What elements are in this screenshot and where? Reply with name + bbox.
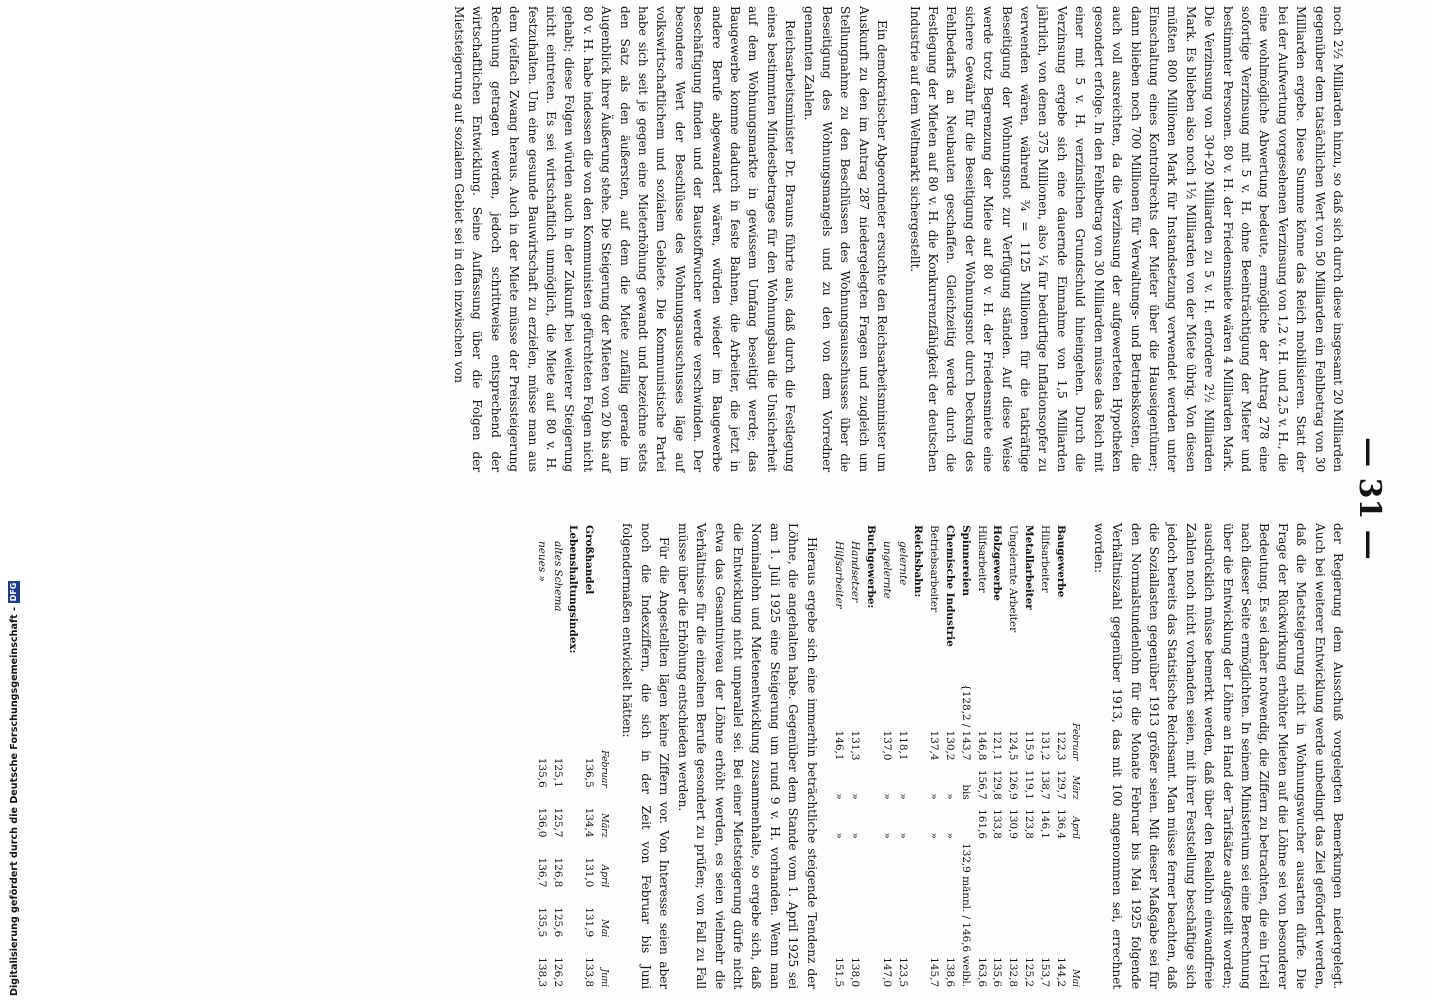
right-paragraph-2: Für die Angestellten lägen keine Ziffern vor. Von Interesse seien aber noch die Indexziffern, die sich in der Zeit von Februar bis Juni folgendermaßen entwickelt hätten:: [620, 523, 672, 989]
wage-value-cell: 132,9 männl. / 146,6 weibl.: [959, 842, 972, 987]
wage-value-cell: 146,1: [833, 730, 846, 761]
wage-row-label: Handsetzer: [849, 541, 862, 603]
wage-table-row: [878, 523, 894, 989]
price-index-table: [533, 523, 612, 989]
index-value-cell: 125,6: [551, 907, 564, 938]
wage-row-label: Betriebsarbeiter: [928, 525, 941, 613]
index-value-cell: 133,8: [583, 957, 596, 987]
index-row-label: altes Schema: [551, 541, 564, 612]
wage-value-cell: 130,2: [943, 730, 956, 761]
wage-value-cell: »: [896, 832, 909, 839]
wage-value-cell: 136,4: [1054, 809, 1067, 839]
wage-header-blank: [1068, 523, 1084, 682]
wage-table-row: [894, 523, 910, 989]
wage-value-cell: 129,8: [991, 769, 1004, 800]
wage-table-row: [925, 523, 941, 989]
page-number: — 31 —: [1352, 437, 1387, 560]
wage-value-cell: 118,1: [896, 730, 909, 761]
wage-row-label: Buchgewerbe:: [864, 525, 877, 609]
wage-value-cell: 137,4: [928, 730, 941, 761]
index-value-cell: [565, 790, 581, 840]
wage-table-row: [973, 523, 989, 989]
wage-value-cell: 121,1: [991, 730, 1004, 761]
wage-header-row: [1068, 523, 1084, 989]
index-row-label: Lebenshaltungsindex:: [567, 525, 580, 654]
wage-row-label: Hilfsarbeiter: [1038, 525, 1051, 593]
wage-value-cell: »: [849, 793, 862, 800]
wage-value-cell: »: [943, 793, 956, 800]
wage-value-cell: bis: [959, 784, 972, 800]
wage-value-cell: 122,3: [1054, 730, 1067, 761]
wage-row-label: Ungelernte Arbeiter: [1007, 525, 1020, 633]
wage-value-cell: [957, 802, 973, 841]
wage-value-cell: 123,5: [896, 957, 909, 987]
wage-value-cell: 126,9: [1007, 769, 1020, 800]
left-column: [217, 6, 1347, 472]
wage-value-cell: 135,6: [991, 957, 1004, 987]
index-month-header: März: [599, 813, 611, 838]
index-value-cell: 131,0: [583, 857, 596, 888]
index-value-cell: [565, 939, 581, 989]
wage-row-label: gelernte: [896, 541, 909, 586]
index-value-cell: 131,9: [583, 907, 596, 938]
wage-value-cell: 130,9: [1007, 809, 1020, 839]
wage-table-row: [846, 523, 862, 989]
index-value-cell: 136,0: [535, 807, 548, 838]
index-value-cell: 125,7: [551, 807, 564, 838]
wage-value-cell: »: [928, 793, 941, 800]
wage-row-label: ungelernte: [880, 541, 893, 599]
wage-value-cell: [862, 802, 878, 841]
index-value-cell: 136,5: [583, 757, 596, 788]
index-row-label: Großhandel: [583, 525, 596, 595]
wage-value-cell: 133,8: [991, 809, 1004, 839]
wage-index-table: [831, 523, 1084, 989]
digitization-credit: [8, 581, 20, 996]
index-month-header: Mai: [599, 919, 611, 938]
wage-value-cell: 123,8: [1022, 809, 1035, 839]
index-table-row: [533, 523, 549, 989]
wage-value-cell: [910, 762, 926, 801]
wage-value-cell: »: [849, 832, 862, 839]
wage-value-cell: »: [880, 793, 893, 800]
index-month-header: Februar: [599, 750, 611, 788]
wage-value-cell: [910, 841, 926, 989]
wage-value-cell: »: [833, 793, 846, 800]
wage-value-cell: 132,8: [1007, 957, 1020, 987]
wage-value-cell: 144,2: [1054, 957, 1067, 987]
left-paragraph-1: noch 2½ Milliarden hinzu, so daß sich durch diese insgesamt 20 Milliarden gegenüber dem tatsächlichen Wert von 50 Milliarden ein Fehlbetrag von 30 Milliarden ergebe. Diese Summe könne das Reich mobilisieren. Statt der bei der Aufwertung vorgesehenen Verzinsung von 1,2 v. H. und 2,5 v. H., die eine wohlmögliche Abwertung bedeute, ermögliche der Antrag 278 eine sofortige Verzinsung mit 5 v. H. ohne Beeinträchtigung der Mieter und bestimmter Personen. 80 v. H. der Friedensmiete wären 4 Milliarden Mark. Die Verzinsung von 30+20 Milliarden zu 5 v. H. erfordere 2½ Milliarden Mark. Es blieben also noch 1½ Milliarden von der Miete übrig. Von diesen müßten 800 Millionen Mark für Instandsetzung verwendet werden unter Einschaltung eines Kontrollrechts der Mieter über die Hauseigentümer; dann blieben noch 700 Millionen für Verwaltungs- und Betriebskosten, die auch voll ausreichten, da die Verzinsung der aufgewerteten Hypotheken gesondert erfolge. In den Fehlbetrag von 30 Milliarden müsse das Reich mit einer mit 5 v. H. verzinslichen Grundschuld hineingehen. Durch die Verzinsung ergebe sich eine dauernde Einnahme von 1,5 Milliarden jährlich, von denen 375 Millionen, also ¼ für bedürftige Inflationsopfer zu verwenden wären, während ¾ = 1125 Millionen für die tatkräftige Beseitigung der Wohnungsnot zur Verfügung ständen. Auf diese Weise werde trotz Begrenzung der Miete auf 80 v. H. der Friedensmiete eine sichere Gewähr für die Beseitigung der Wohnungsnot durch Deckung des Fehlbedarfs an Neubauten geschaffen. Gleichzeitig werde durch die Festlegung der Mieten auf 80 v. H. die Konkurrenzfähigkeit der deutschen Industrie auf dem Weltmarkt sichergestellt.: [907, 6, 1345, 472]
wage-row-label: Reichsbahn:: [912, 525, 925, 598]
index-table-row: [581, 523, 597, 989]
scanned-page: [80, 0, 1430, 1000]
wage-value-cell: 138,0: [849, 957, 862, 987]
wage-value-cell: 153,7: [1038, 957, 1051, 987]
wage-value-cell: 131,3: [849, 730, 862, 761]
wage-table-row: [831, 523, 847, 989]
rotated-page-content: [216, 6, 1391, 991]
index-row-label: neues »: [535, 541, 548, 582]
wage-row-label: Metallarbeiter: [1022, 525, 1035, 610]
wage-value-cell: 145,7: [928, 957, 941, 987]
index-header-blank: [596, 523, 612, 740]
wage-value-cell: 115,9: [1022, 730, 1035, 761]
wage-table-row: [957, 523, 973, 989]
wage-table-row: [1020, 523, 1036, 989]
wage-value-cell: »: [943, 832, 956, 839]
wage-table-row: [1036, 523, 1052, 989]
wage-row-label: Hilfsarbeiter: [975, 525, 988, 593]
wage-row-label: Chemische Industrie: [943, 525, 956, 647]
wage-value-cell: [862, 841, 878, 989]
index-value-cell: 135,6: [535, 757, 548, 788]
wage-value-cell: »: [880, 832, 893, 839]
wage-table-row: [1052, 523, 1068, 989]
left-paragraph-2: Ein demokratischer Abgeordneter ersuchte den Reichsarbeitsminister um Auskunft zu den im Antrag 287 niedergelegten Fragen und zugleich um Stellungnahme zu den Beschlüssen des Wohnungsausschusses über die Beseitigung des Wohnungsmangels und zu den von dem Vorredner genannten Zahlen.: [801, 6, 890, 472]
wage-month-header: Februar: [1070, 722, 1082, 761]
wage-value-cell: 138,6: [943, 957, 956, 987]
wage-value-cell: 161,6: [975, 809, 988, 839]
index-value-cell: 138,3: [535, 957, 548, 987]
wage-value-cell: {128,2 / 143,7: [959, 684, 972, 761]
wage-value-cell: 129,7: [1054, 769, 1067, 800]
wage-month-header: März: [1070, 775, 1082, 800]
wage-table-row: [1004, 523, 1020, 989]
index-month-header: April: [599, 864, 611, 888]
wage-table-row: [862, 523, 878, 989]
wage-value-cell: 137,0: [880, 730, 893, 761]
index-value-cell: 126,2: [551, 957, 564, 987]
wage-row-label: Baugewerbe: [1054, 525, 1067, 598]
index-value-cell: 134,4: [583, 807, 596, 838]
wage-value-cell: 146,1: [1038, 809, 1051, 839]
wage-value-cell: 147,0: [880, 957, 893, 987]
index-table-row: [549, 523, 565, 989]
wage-value-cell: [862, 682, 878, 762]
wage-value-cell: 131,2: [1038, 730, 1051, 761]
wage-value-cell: 138,7: [1038, 769, 1051, 800]
wage-value-cell: 146,8: [975, 730, 988, 761]
wage-row-label: Hilfsarbeiter: [833, 541, 846, 609]
wage-value-cell: 156,7: [975, 769, 988, 800]
index-table-row: [565, 523, 581, 989]
text-columns: [217, 6, 1347, 991]
wage-value-cell: »: [833, 832, 846, 839]
index-header-row: [596, 523, 612, 989]
wage-value-cell: 124,5: [1007, 730, 1020, 761]
wage-value-cell: 151,5: [833, 957, 846, 987]
index-value-cell: 136,7: [535, 857, 548, 888]
right-intro-paragraph: der Regierung dem Ausschuß vorgelegten Bemerkungen niedergelegt. Auch bei weiterer Entwicklung werde unbedingt das Ziel gefördert werden, daß die Mietsteigerung nicht in Wohnungswucher ausarten dürfe. Die Frage der Rückwirkung erhöhter Mieten auf die Löhne sei von besonderer Bedeutung. Es sei daher notwendig, die Ziffern zu betrachten, die ein Urteil nach dieser Seite ermöglichten. In seinem Ministerium sei eine Berechnung über die Entwicklung der Löhne an Hand der Tarifsätze aufgestellt worden; ausdrücklich müsse bemerkt werden, daß über den Reallohn einwandfreie Zahlen noch nicht vorhanden seien, mit ihrer Feststellung beschäftige sich jedoch bereits das Statistische Reichsamt. Man müsse ferner beachten, daß die Soziallasten gegenüber 1913 größer seien. Mit dieser Maßgabe sei für den Normalstundenlohn für die Monate Februar bis Mai 1925 folgende Verhältniszahl gegenüber 1913, das mit 100 angenommen sei, errechnet worden:: [1091, 523, 1345, 989]
index-value-cell: [565, 889, 581, 939]
wage-table-row: [941, 523, 957, 989]
wage-value-cell: [910, 682, 926, 762]
index-value-cell: [565, 839, 581, 889]
wage-value-cell: [862, 762, 878, 801]
index-value-cell: 135,5: [535, 907, 548, 938]
dfg-logo: DFG: [9, 582, 18, 602]
index-month-header: Juni: [599, 968, 611, 987]
wage-table-row: [989, 523, 1005, 989]
wage-value-cell: 163,6: [975, 957, 988, 987]
left-paragraph-3: Reichsarbeitsminister Dr. Brauns führte aus, daß durch die Festlegung eines bestimmten Mindestbetrages für den Wohnungsbau die Unsicherheit auf dem Wohnungsmarkte in gewissem Umfang beseitigt werde; das Baugewerbe komme dadurch in feste Bahnen, die Arbeiter, die jetzt in andere Berufe abgewandert wären, würden wieder im Baugewerbe Beschäftigung finden und der Baustoffwucher werde verschwinden. Der besondere Wert der Beschlüsse des Wohnungsausschusses läge auf volkswirtschaftlichem und sozialem Gebiete. Die Kommunistische Partei habe sich seit je gegen eine Mieterhöhung gewandt und bezeichne stets den Satz als den äußersten, auf dem die Miete zufällig gerade im Augenblick ihrer Äußerung stehe. Die Steigerung der Mieten von 20 bis auf 80 v. H. habe indessen die von den Kommunisten gefürchteten Folgen nicht gehabt; diese Folgen würden auch in der Zukunft bei weiterer Steigerung nicht eintreten. Es sei wirtschaftlich unmöglich, die Miete auf 80 v. H. festzuhalten. Um eine gesunde Bauwirtschaft zu erzielen, müsse man aus dem vielfach Zwang heraus. Auch in der Miete müsse der Preissteigerung Rechnung getragen werden, jedoch schrittweise entsprechend der wirtschaftlichen Entwicklung. Seine Auffassung über die Folgen der Mietsteigerung auf sozialem Gebiet sei in den inzwischen von: [451, 6, 798, 472]
right-paragraph-1: Hieraus ergebe sich eine immerhin beträchtliche steigende Tendenz der Löhne, die angehalten habe. Gegenüber dem Stande vom 1. April 1925 sei am 1. Juli 1925 eine Steigerung um rund 9 v. H. vorhanden. Wenn man Nominallohn und Mietenentwicklung zusammenhalte, so ergebe sich, daß die Entwicklung nicht unparallel sei. Bei einer Mietsteigerung dürfe nicht etwa das Gesamtniveau der Löhne erhöht werden, es seien vielmehr die Verhältnisse für die einzelnen Berufe gesondert zu prüfen; von Fall zu Fall müsse über die Erhöhung entschieden werden.: [675, 523, 819, 989]
index-value-cell: [565, 740, 581, 790]
index-value-cell: 125,1: [551, 757, 564, 788]
wage-month-header: Mai: [1070, 969, 1082, 987]
index-value-cell: 126,8: [551, 857, 564, 888]
wage-value-cell: »: [928, 832, 941, 839]
digitization-credit-text: Digitalisierung gefördert durch die Deutsche Forschungsgemeinschaft -: [8, 606, 20, 996]
wage-row-label: Spinnereien: [959, 525, 972, 596]
wage-value-cell: 125,2: [1022, 957, 1035, 987]
wage-value-cell: 119,1: [1022, 769, 1035, 800]
wage-value-cell: [910, 802, 926, 841]
wage-value-cell: »: [896, 793, 909, 800]
right-column: [217, 523, 1347, 989]
wage-month-header: April: [1070, 816, 1082, 839]
wage-table-row: [910, 523, 926, 989]
wage-row-label: Holzgewerbe: [991, 525, 1004, 601]
